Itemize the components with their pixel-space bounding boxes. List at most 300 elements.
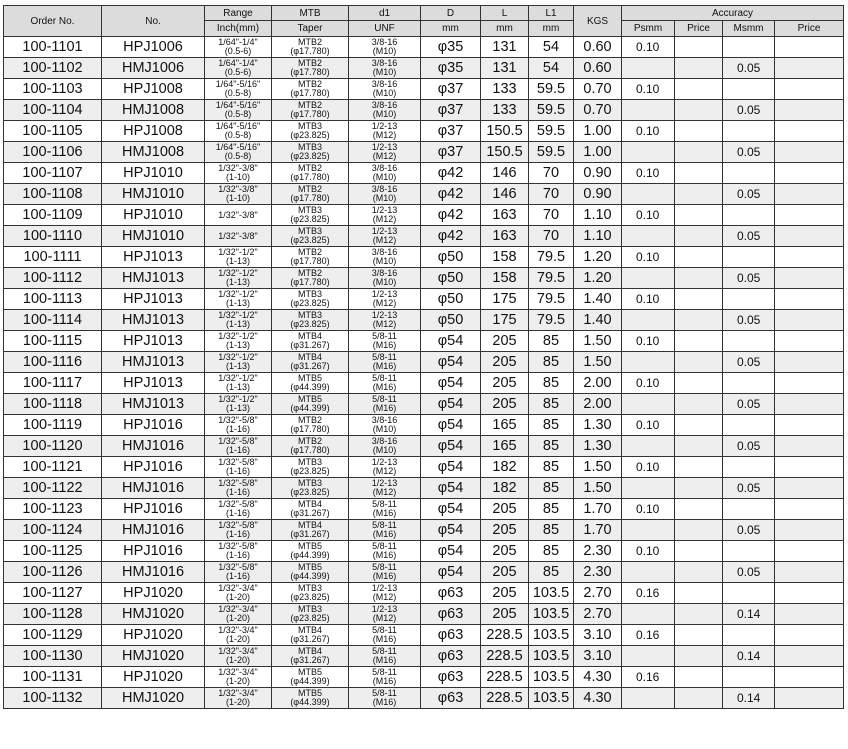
range-mm: (1-20)	[225, 634, 250, 644]
model-number: HPJ1008	[102, 121, 205, 142]
range-cell	[205, 268, 272, 289]
table-row	[4, 646, 844, 667]
table-row	[4, 289, 844, 310]
header-d: D	[421, 6, 481, 21]
d-value: φ63	[421, 646, 481, 667]
d1-metric: (M10)	[372, 172, 397, 182]
range-inch: 1/32"-3/4"	[218, 667, 258, 677]
table-row	[4, 247, 844, 268]
l1-value: 85	[529, 541, 574, 562]
d1-metric: (M10)	[372, 46, 397, 56]
d1-unf: 1/2-13	[371, 226, 398, 236]
d1-unf: 1/2-13	[371, 289, 398, 299]
kgs-value: 2.00	[574, 373, 622, 394]
d1-cell	[349, 373, 421, 394]
model-number: HMJ1013	[102, 352, 205, 373]
price-psmm-value	[675, 184, 723, 205]
range-mm: (1-13)	[225, 298, 250, 308]
price-msmm-value	[775, 373, 844, 394]
order-number: 100-1121	[4, 457, 102, 478]
msmm-value: 0.05	[723, 184, 775, 205]
l1-value: 59.5	[529, 100, 574, 121]
d-value: φ63	[421, 688, 481, 709]
d1-metric: (M16)	[372, 508, 397, 518]
price-psmm-value	[675, 457, 723, 478]
price-psmm-value	[675, 247, 723, 268]
table-row	[4, 688, 844, 709]
kgs-value: 3.10	[574, 625, 622, 646]
d1-cell	[349, 562, 421, 583]
header-mtb-sub: Taper	[272, 21, 349, 37]
mtb-taper: (φ44.399)	[290, 403, 330, 413]
mtb-size: MTB2	[297, 184, 322, 194]
table-row	[4, 415, 844, 436]
d-value: φ42	[421, 184, 481, 205]
table-row	[4, 436, 844, 457]
price-psmm-value	[675, 310, 723, 331]
d1-metric: (M12)	[372, 151, 397, 161]
price-psmm-value	[675, 142, 723, 163]
l1-value: 59.5	[529, 121, 574, 142]
mtb-taper: (φ23.825)	[290, 487, 330, 497]
d1-metric: (M10)	[372, 277, 397, 287]
header-order-no: Order No.	[4, 6, 102, 37]
table-row	[4, 583, 844, 604]
kgs-value: 4.30	[574, 667, 622, 688]
price-psmm-value	[675, 352, 723, 373]
mtb-taper: (φ31.267)	[290, 529, 330, 539]
l-value: 205	[481, 562, 529, 583]
psmm-value: 0.10	[622, 37, 675, 58]
order-number: 100-1118	[4, 394, 102, 415]
msmm-value	[723, 625, 775, 646]
d1-cell	[349, 394, 421, 415]
l-value: 163	[481, 205, 529, 226]
mtb-size: MTB3	[297, 604, 322, 614]
l1-value: 54	[529, 37, 574, 58]
d1-cell	[349, 268, 421, 289]
d-value: φ37	[421, 100, 481, 121]
mtb-cell	[272, 457, 349, 478]
mtb-cell	[272, 436, 349, 457]
header-range-unit: Inch(mm)	[205, 21, 272, 37]
l1-value: 59.5	[529, 79, 574, 100]
kgs-value: 1.50	[574, 478, 622, 499]
mtb-cell	[272, 667, 349, 688]
d1-unf: 3/8-16	[371, 79, 398, 89]
spec-table	[3, 5, 844, 709]
order-number: 100-1107	[4, 163, 102, 184]
l-value: 150.5	[481, 121, 529, 142]
d1-unf: 5/8-11	[372, 688, 397, 698]
price-psmm-value	[675, 646, 723, 667]
price-msmm-value	[775, 457, 844, 478]
msmm-value: 0.05	[723, 142, 775, 163]
d1-metric: (M16)	[372, 655, 397, 665]
msmm-value	[723, 205, 775, 226]
msmm-value	[723, 667, 775, 688]
d1-metric: (M12)	[372, 298, 397, 308]
model-number: HPJ1013	[102, 247, 205, 268]
kgs-value: 1.40	[574, 310, 622, 331]
msmm-value: 0.05	[723, 58, 775, 79]
msmm-value	[723, 499, 775, 520]
d1-cell	[349, 583, 421, 604]
range-inch: 1/64"-1/4"	[218, 37, 258, 47]
range-cell	[205, 331, 272, 352]
l1-value: 85	[529, 394, 574, 415]
l1-value: 103.5	[529, 583, 574, 604]
mtb-size: MTB5	[297, 541, 322, 551]
l1-value: 54	[529, 58, 574, 79]
order-number: 100-1113	[4, 289, 102, 310]
price-psmm-value	[675, 163, 723, 184]
d1-metric: (M16)	[372, 340, 397, 350]
l1-value: 85	[529, 499, 574, 520]
mtb-size: MTB3	[297, 289, 322, 299]
mtb-cell	[272, 373, 349, 394]
d1-cell	[349, 121, 421, 142]
range-cell	[205, 37, 272, 58]
mtb-taper: (φ23.825)	[290, 592, 330, 602]
price-msmm-value	[775, 499, 844, 520]
d1-unf: 3/8-16	[371, 163, 398, 173]
d1-unf: 5/8-11	[372, 499, 397, 509]
model-number: HPJ1010	[102, 205, 205, 226]
d1-metric: (M12)	[372, 235, 397, 245]
mtb-cell	[272, 625, 349, 646]
mtb-size: MTB2	[297, 58, 322, 68]
mtb-size: MTB5	[297, 688, 322, 698]
range-mm: (1-16)	[225, 550, 250, 560]
mtb-size: MTB3	[297, 142, 322, 152]
order-number: 100-1122	[4, 478, 102, 499]
table-row	[4, 268, 844, 289]
range-inch: 1/32"-3/4"	[218, 688, 258, 698]
d1-unf: 3/8-16	[371, 37, 398, 47]
price-psmm-value	[675, 121, 723, 142]
order-number: 100-1109	[4, 205, 102, 226]
range-inch: 1/32"-5/8"	[218, 562, 258, 572]
mtb-taper: (φ31.267)	[290, 340, 330, 350]
range-mm: (1-16)	[225, 529, 250, 539]
psmm-value	[622, 646, 675, 667]
order-number: 100-1117	[4, 373, 102, 394]
mtb-size: MTB5	[297, 667, 322, 677]
header-l: L	[481, 6, 529, 21]
mtb-size: MTB4	[297, 646, 322, 656]
d-value: φ54	[421, 436, 481, 457]
table-row	[4, 121, 844, 142]
range-mm: (0.5-8)	[224, 130, 252, 140]
price-msmm-value	[775, 226, 844, 247]
order-number: 100-1123	[4, 499, 102, 520]
price-msmm-value	[775, 478, 844, 499]
d1-cell	[349, 247, 421, 268]
msmm-value: 0.05	[723, 520, 775, 541]
range-inch: 1/64"-5/16"	[215, 142, 261, 152]
price-msmm-value	[775, 121, 844, 142]
msmm-value: 0.05	[723, 562, 775, 583]
d1-unf: 5/8-11	[372, 625, 397, 635]
order-number: 100-1127	[4, 583, 102, 604]
kgs-value: 2.00	[574, 394, 622, 415]
d1-cell	[349, 604, 421, 625]
header-mtb: MTB	[272, 6, 349, 21]
mtb-cell	[272, 478, 349, 499]
d1-unf: 3/8-16	[371, 415, 398, 425]
table-row	[4, 226, 844, 247]
mtb-size: MTB2	[297, 79, 322, 89]
d-value: φ63	[421, 625, 481, 646]
order-number: 100-1106	[4, 142, 102, 163]
d-value: φ63	[421, 583, 481, 604]
l-value: 228.5	[481, 625, 529, 646]
price-psmm-value	[675, 541, 723, 562]
mtb-taper: (φ44.399)	[290, 697, 330, 707]
d1-cell	[349, 520, 421, 541]
model-number: HPJ1016	[102, 457, 205, 478]
l1-value: 70	[529, 226, 574, 247]
d1-cell	[349, 310, 421, 331]
price-msmm-value	[775, 142, 844, 163]
msmm-value: 0.14	[723, 604, 775, 625]
mtb-cell	[272, 688, 349, 709]
l1-value: 70	[529, 163, 574, 184]
range-inch: 1/32"-5/8"	[218, 499, 258, 509]
d1-cell	[349, 457, 421, 478]
psmm-value: 0.10	[622, 415, 675, 436]
model-number: HMJ1010	[102, 184, 205, 205]
l1-value: 85	[529, 520, 574, 541]
d1-cell	[349, 79, 421, 100]
mtb-taper: (φ17.780)	[290, 256, 330, 266]
d-value: φ50	[421, 289, 481, 310]
mtb-taper: (φ17.780)	[290, 193, 330, 203]
mtb-taper: (φ23.825)	[290, 130, 330, 140]
model-number: HPJ1016	[102, 499, 205, 520]
model-number: HMJ1016	[102, 562, 205, 583]
d1-cell	[349, 478, 421, 499]
d1-cell	[349, 58, 421, 79]
d-value: φ54	[421, 562, 481, 583]
msmm-value	[723, 415, 775, 436]
l-value: 133	[481, 100, 529, 121]
psmm-value: 0.10	[622, 373, 675, 394]
psmm-value	[622, 352, 675, 373]
price-psmm-value	[675, 625, 723, 646]
table-row	[4, 604, 844, 625]
msmm-value	[723, 247, 775, 268]
model-number: HMJ1016	[102, 520, 205, 541]
d-value: φ37	[421, 142, 481, 163]
price-psmm-value	[675, 79, 723, 100]
range-mm: (1-16)	[225, 487, 250, 497]
model-number: HMJ1016	[102, 478, 205, 499]
table-row	[4, 625, 844, 646]
range-cell	[205, 625, 272, 646]
range-inch: 1/64"-5/16"	[215, 100, 261, 110]
header-l1: L1	[529, 6, 574, 21]
price-msmm-value	[775, 58, 844, 79]
d1-cell	[349, 205, 421, 226]
range-cell	[205, 499, 272, 520]
msmm-value	[723, 79, 775, 100]
range-mm: 1/32"-3/8"	[218, 209, 258, 220]
model-number: HPJ1013	[102, 331, 205, 352]
table-header	[4, 6, 844, 37]
msmm-value	[723, 289, 775, 310]
l1-value: 85	[529, 331, 574, 352]
l-value: 228.5	[481, 646, 529, 667]
mtb-size: MTB5	[297, 562, 322, 572]
price-psmm-value	[675, 58, 723, 79]
kgs-value: 0.60	[574, 58, 622, 79]
price-msmm-value	[775, 688, 844, 709]
kgs-value: 1.10	[574, 226, 622, 247]
d1-metric: (M10)	[372, 445, 397, 455]
order-number: 100-1111	[4, 247, 102, 268]
psmm-value	[622, 562, 675, 583]
range-inch: 1/32"-1/2"	[218, 394, 258, 404]
price-psmm-value	[675, 667, 723, 688]
d1-cell	[349, 415, 421, 436]
order-number: 100-1110	[4, 226, 102, 247]
d1-cell	[349, 667, 421, 688]
kgs-value: 0.70	[574, 79, 622, 100]
model-number: HPJ1013	[102, 373, 205, 394]
d1-metric: (M16)	[372, 361, 397, 371]
d1-unf: 1/2-13	[371, 457, 398, 467]
model-number: HMJ1006	[102, 58, 205, 79]
mtb-size: MTB3	[297, 478, 322, 488]
order-number: 100-1130	[4, 646, 102, 667]
mtb-cell	[272, 541, 349, 562]
price-psmm-value	[675, 331, 723, 352]
d1-cell	[349, 37, 421, 58]
psmm-value	[622, 184, 675, 205]
order-number: 100-1124	[4, 520, 102, 541]
msmm-value	[723, 121, 775, 142]
kgs-value: 1.00	[574, 121, 622, 142]
table-row	[4, 184, 844, 205]
l1-value: 85	[529, 352, 574, 373]
l-value: 175	[481, 310, 529, 331]
range-mm: (1-13)	[225, 256, 250, 266]
mtb-cell	[272, 310, 349, 331]
model-number: HPJ1020	[102, 583, 205, 604]
price-msmm-value	[775, 310, 844, 331]
d1-metric: (M12)	[372, 466, 397, 476]
kgs-value: 3.10	[574, 646, 622, 667]
table-row	[4, 310, 844, 331]
mtb-taper: (φ17.780)	[290, 88, 330, 98]
mtb-taper: (φ23.825)	[290, 235, 330, 245]
mtb-taper: (φ17.780)	[290, 424, 330, 434]
d1-cell	[349, 142, 421, 163]
psmm-value	[622, 226, 675, 247]
model-number: HMJ1020	[102, 604, 205, 625]
d1-unf: 5/8-11	[372, 331, 397, 341]
d1-metric: (M10)	[372, 109, 397, 119]
l1-value: 70	[529, 184, 574, 205]
model-number: HPJ1008	[102, 79, 205, 100]
d1-unf: 5/8-11	[372, 394, 397, 404]
mtb-size: MTB5	[297, 394, 322, 404]
psmm-value: 0.10	[622, 331, 675, 352]
d1-metric: (M10)	[372, 424, 397, 434]
mtb-cell	[272, 520, 349, 541]
mtb-size: MTB3	[297, 121, 322, 131]
psmm-value	[622, 310, 675, 331]
psmm-value	[622, 58, 675, 79]
d-value: φ42	[421, 226, 481, 247]
price-psmm-value	[675, 520, 723, 541]
d-value: φ50	[421, 310, 481, 331]
header-msmm: Msmm	[723, 21, 775, 37]
d-value: φ54	[421, 415, 481, 436]
table-row	[4, 37, 844, 58]
model-number: HMJ1008	[102, 100, 205, 121]
order-number: 100-1115	[4, 331, 102, 352]
mtb-taper: (φ23.825)	[290, 298, 330, 308]
d1-unf: 5/8-11	[372, 352, 397, 362]
range-cell	[205, 541, 272, 562]
price-msmm-value	[775, 37, 844, 58]
header-d-unit: mm	[421, 21, 481, 37]
range-inch: 1/32"-1/2"	[218, 331, 258, 341]
mtb-size: MTB3	[297, 226, 322, 236]
mtb-cell	[272, 142, 349, 163]
d1-metric: (M12)	[372, 130, 397, 140]
mtb-size: MTB3	[297, 583, 322, 593]
l-value: 182	[481, 478, 529, 499]
table-row	[4, 478, 844, 499]
order-number: 100-1102	[4, 58, 102, 79]
kgs-value: 2.30	[574, 541, 622, 562]
l1-value: 103.5	[529, 625, 574, 646]
psmm-value	[622, 604, 675, 625]
mtb-cell	[272, 415, 349, 436]
d1-unf: 1/2-13	[371, 121, 398, 131]
price-psmm-value	[675, 583, 723, 604]
table-row	[4, 541, 844, 562]
d1-unf: 5/8-11	[372, 373, 397, 383]
d1-metric: (M16)	[372, 676, 397, 686]
msmm-value: 0.05	[723, 394, 775, 415]
d1-metric: (M16)	[372, 571, 397, 581]
d-value: φ50	[421, 247, 481, 268]
msmm-value	[723, 583, 775, 604]
header-psmm: Psmm	[622, 21, 675, 37]
range-mm: 1/32"-3/8"	[218, 230, 258, 241]
mtb-size: MTB3	[297, 457, 322, 467]
order-number: 100-1101	[4, 37, 102, 58]
range-cell	[205, 415, 272, 436]
l-value: 146	[481, 163, 529, 184]
model-number: HMJ1016	[102, 436, 205, 457]
table-row	[4, 520, 844, 541]
range-cell	[205, 184, 272, 205]
mtb-size: MTB2	[297, 268, 322, 278]
d1-metric: (M16)	[372, 634, 397, 644]
d-value: φ54	[421, 331, 481, 352]
psmm-value: 0.10	[622, 247, 675, 268]
range-cell	[205, 667, 272, 688]
d-value: φ54	[421, 457, 481, 478]
psmm-value	[622, 520, 675, 541]
d1-unf: 5/8-11	[372, 667, 397, 677]
